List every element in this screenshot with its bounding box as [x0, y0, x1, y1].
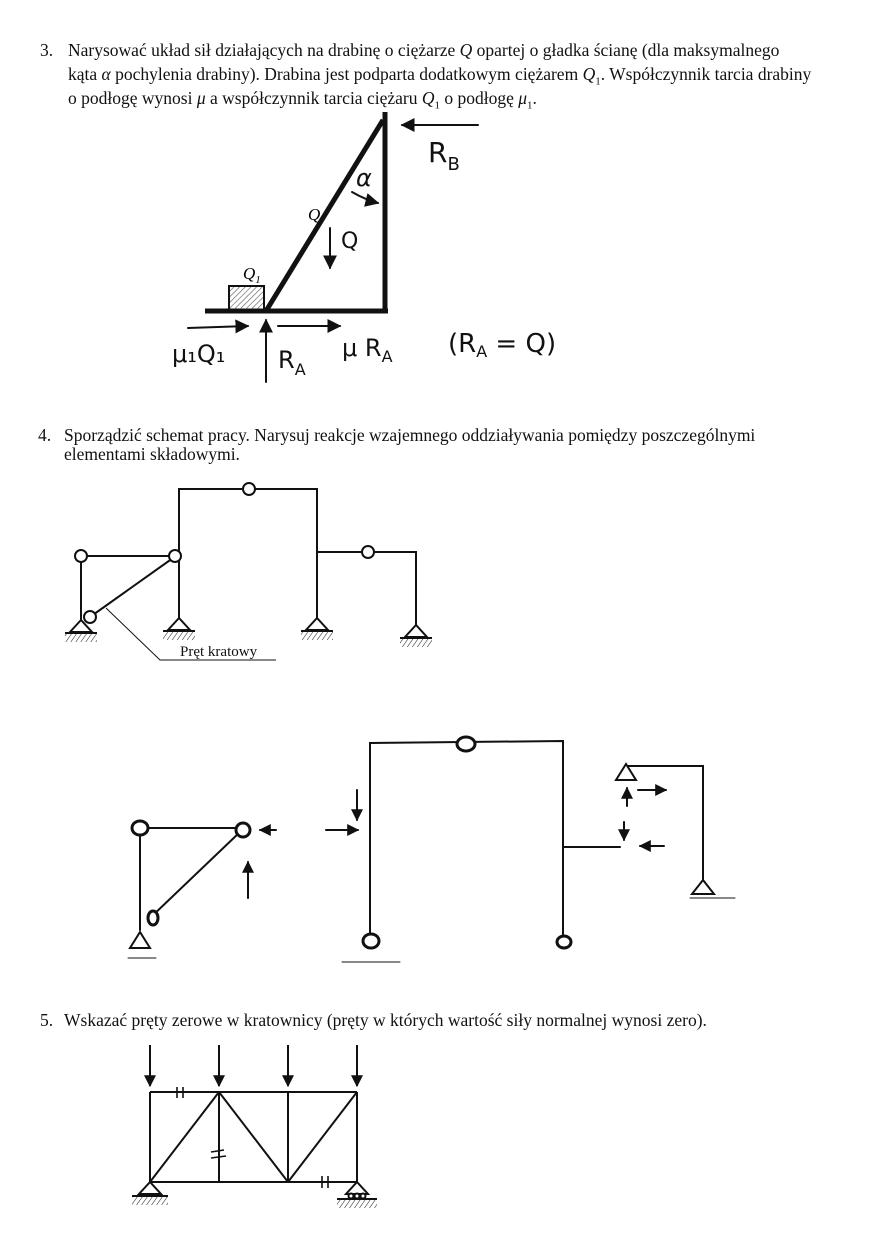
- hand-q: Q: [341, 229, 359, 254]
- problem3-line2-sub: 1: [595, 75, 601, 88]
- problem3-line3-a: o podłogę wynosi: [68, 88, 197, 108]
- problem5-number: 5.: [40, 1010, 54, 1030]
- problem3-line2-sym2: Q: [582, 64, 596, 84]
- problem3-line1-a: Narysować układ sił działających na drabinę o ciężarze: [68, 40, 460, 60]
- hand-mu1q1: μ₁Q₁: [172, 340, 226, 368]
- problem3-line3-sym2: Q: [421, 88, 435, 108]
- problem3-line3-sym: μ: [196, 88, 206, 108]
- problem3-line2-c: . Współczynnik tarcia drabiny: [600, 64, 812, 84]
- label-truss-bar: Pręt kratowy: [180, 644, 258, 660]
- problem3-line3-sym3: μ: [518, 88, 528, 108]
- problem3-line1-b: opartej o gładka ścianę (dla maksymalnego: [472, 40, 780, 60]
- problem3-line3-b: a współczynnik tarcia ciężaru: [205, 88, 422, 108]
- problem3-line2-b: pochylenia drabiny). Drabina jest podparta dodatkowym ciężarem: [110, 64, 583, 84]
- label-q: Q: [308, 205, 321, 224]
- truss-support-left: [139, 1182, 161, 1194]
- hand-rb: $R_B$: [428, 136, 460, 175]
- problem3-line1-sym: Q: [459, 40, 473, 60]
- problem3-line3-sub3: 1: [527, 99, 533, 112]
- problem3-line3-c: o podłogę: [439, 88, 519, 108]
- label-q1: $Q_1$: [243, 264, 261, 286]
- problem3-line3-d: .: [532, 88, 537, 108]
- problem4-line2: elementami składowymi.: [64, 444, 240, 464]
- problem4-line1: Sporządzić schemat pracy. Narysuj reakcje wzajemnego oddziaływania pomiędzy poszczególnymi: [64, 425, 756, 445]
- problem3-line2-sym: α: [101, 64, 111, 84]
- hand-alpha: α: [356, 164, 372, 192]
- problem3-line2-a: kąta: [68, 64, 102, 84]
- problem4-number: 4.: [38, 425, 52, 445]
- truss-support-right: [346, 1182, 368, 1194]
- hand-ra: $R_A$: [278, 346, 306, 379]
- hand-equation: (RA = Q): [448, 329, 557, 361]
- problem3-line3-sub2: 1: [434, 99, 440, 112]
- hand-mura: μ $R_A$: [342, 334, 393, 366]
- problem3-number: 3.: [40, 40, 54, 60]
- problem5-line1: Wskazać pręty zerowe w kratownicy (pręty w których wartość siły normalnej wynosi zero).: [64, 1010, 707, 1030]
